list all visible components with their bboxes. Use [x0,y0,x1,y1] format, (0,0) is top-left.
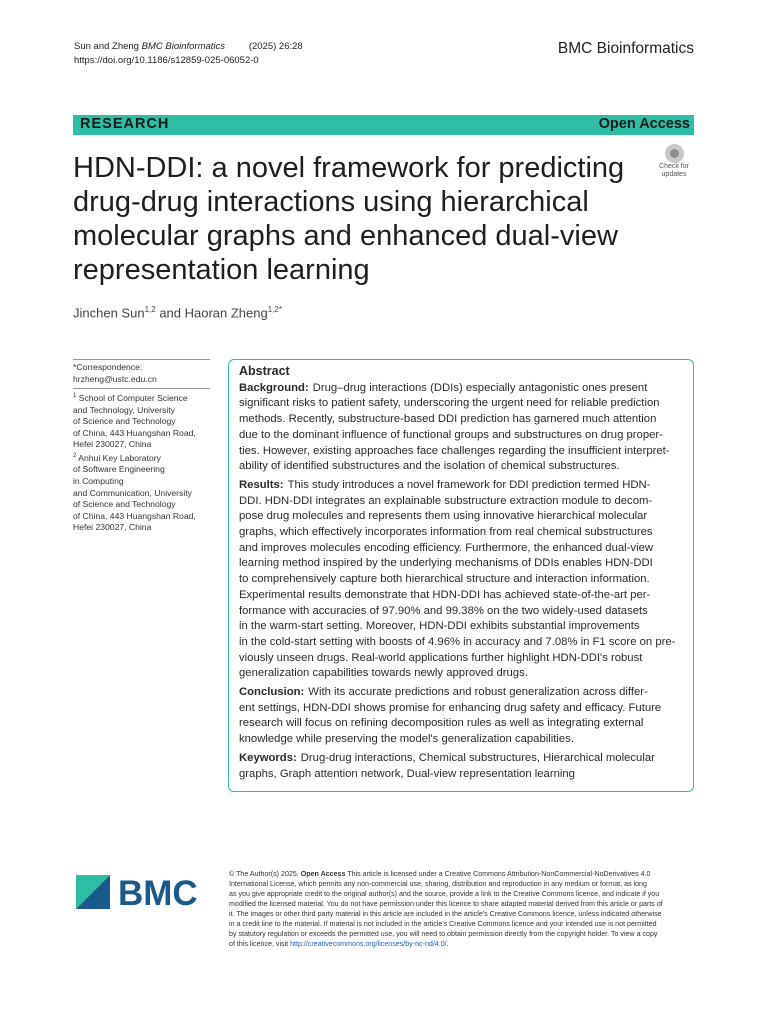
license-line: modified the licensed material. You do not have permission under this licence to share adapted material derived from this article or parts of [229,900,663,908]
abstract-keywords: Keywords: Drug-drug interactions, Chemical substructures, Hierarchical molecular graphs, Graph attention network, Dual-view representation learning [239,751,655,780]
divider [73,388,210,389]
author-2-affiliation: 1,2* [267,305,282,314]
license-line: it. The images or other third party material in this article are included in the article's Creative Commons licence, unless indicated otherwise [229,910,662,918]
research-banner [73,115,694,135]
affiliation-2-line: Hefei 230027, China [73,522,152,533]
affiliation-2-line: in Computing [73,476,124,487]
license-line: as you give appropriate credit to the original author(s) and the source, provide a link to the Creative Commons licence, and indicate if you [229,890,660,898]
affiliation-1-line: Hefei 230027, China [73,439,152,450]
affiliation-1-line: of Science and Technology [73,416,176,427]
results-label: Results: [239,478,284,491]
citation-authors: Sun and Zheng [74,41,139,52]
citation-year: (2025) 26:28 [248,41,303,52]
journal-name: BMC Bioinformatics [557,40,694,57]
affiliation-1-number: 1 [73,393,77,400]
check-for-updates-button[interactable] [654,141,694,181]
affiliation-2-line: of China, 443 Huangshan Road, [73,510,196,521]
abstract-background: Background: Drug–drug interactions (DDIs) especially antagonistic ones present significant risks to patient safety, underscoring the urgent need for reliable prediction methods. Recently, substructure-based DDI prediction has garnered much attention due to the dominant influence of functional groups and substructures on drug proper- ties. However, existing approaches face challenges regarding the insufficient interpret- ability of identified substructures and the isolation of chemical substructures. [239,381,670,473]
article-type-label: RESEARCH [80,116,170,132]
citation-header [74,40,303,68]
license-line: by statutory regulation or exceeds the permitted use, you will need to obtain permission directly from the copyright holder. To view a copy [229,930,658,938]
license-open-access: Open Access [300,870,346,878]
author-2[interactable]: and Haoran Zheng [159,305,268,321]
license-notice: © The Author(s) 2025. Open Access This article is licensed under a Creative Commons Attribution-NonCommercial-NoDerivatives 4.0 International License, which permits any non-commercial use, sharing, distribution and reproduction in any medium or format, as long as you give appropriate credit to the original author(s) and the source, provide a link to the Creative Commons licence, and indicate if you modified the licensed material. You do not have permission under this licence to share adapted material derived from this article or parts of it. The images or other third party material in this article are included in the article's Creative Commons licence, unless indicated otherwise in a credit line to the material. If material is not included in the article's Creative Commons licence and your intended use is not permitted by statutory regulation or exceeds the permitted use, you will need to obtain permission directly from the copyright holder. To view a copy of this licence, visit http://creativecommons.org/licenses/by-nc-nd/4.0/. [229,869,694,949]
abstract-results: Results: This study introduces a novel framework for DDI prediction termed HDN- DDI. HDN-DDI integrates an explainable substructure extraction module to decom- pose drug molecules and represents them using innovative hierarchical molecular graphs, which effectively incorporates information from real chemical substructures and improves molecules encoding efficiency. Furthermore, the enhanced dual-view learning method inspired by the underlying mechanisms of DDIs enables HDN-DDI to comprehensively capture both hierarchical structure and interaction information. Experimental results demonstrate that HDN-DDI has achieved state-of-the-art per- formance with accuracies of 97.90% and 99.38% on the two widely-used datasets in the warm-start setting. Moreover, HDN-DDI exhibits substantial improvements in the cold-start setting with boosts of 4.96% in accuracy and 7.08% in F1 score on pre- viously unseen drugs. Real-world applications further highlight HDN-DDI's robust generalization capabilities towards newly approved drugs. [239,478,676,680]
affiliation-1-line: $^1$ School of Computer Science [73,393,188,404]
affiliation-1-line: of China, 443 Huangshan Road, [73,427,196,438]
conclusion-label: Conclusion: [239,686,305,699]
affiliations-sidebar [73,359,210,534]
affiliation-2-line: and Communication, University [73,487,192,498]
author-1-affiliation: 1,2 [144,305,156,314]
author-1[interactable]: Jinchen Sun [73,305,145,321]
citation-line [74,40,303,54]
citation-journal: BMC Bioinformatics [141,41,226,52]
bmc-logo [74,872,214,912]
correspondence-label: *Correspondence: [73,362,143,372]
affiliation-2-line: of Science and Technology [73,499,176,510]
background-label: Background: [239,381,309,394]
abstract-conclusion: Conclusion: With its accurate predictions and robust generalization across differ- ent settings, HDN-DDI shows promise for enhancing drug safety and efficacy. Future research will focus on refining decomposition rules as well as integrating external knowledge while preserving the model's generalization capabilities. [239,686,662,746]
affiliation-2-line: $^2$ Anhui Key Laboratory [73,452,161,463]
affiliation-2-line: of Software Engineering [73,464,165,475]
copyright-text: © The Author(s) 2025. [229,870,299,878]
author-list [73,305,282,320]
check-updates-icon [665,144,684,163]
check-updates-line1: Check for [659,163,689,170]
abstract-box [228,359,694,792]
license-line: in a credit line to the material. If material is not included in the article's Creative Commons licence and your intended use is not permitted [229,920,657,928]
abstract-heading: Abstract [239,364,290,378]
affiliation-2-number: 2 [73,453,77,460]
divider [73,359,210,360]
license-link[interactable]: http://creativecommons.org/licenses/by-nc-nd/4.0/ [290,940,447,948]
correspondence-email[interactable]: hrzheng@ustc.edu.cn [73,373,157,384]
logo-text: BMC [118,874,198,912]
check-updates-line2: updates [661,171,687,178]
affiliation-1-line: and Technology, University [73,404,175,415]
doi-link[interactable]: https://doi.org/10.1186/s12859-025-06052-0 [74,55,259,66]
keywords-label: Keywords: [239,751,297,764]
article-title: HDN-DDI: a novel framework for predicting drug-drug interactions using hierarchical molecular graphs and enhanced dual-view representation learning [73,152,625,286]
license-line: International License, which permits any non-commercial use, sharing, distribution and reproduction in any medium or format, as long [229,880,647,888]
open-access-label: Open Access [598,116,690,132]
